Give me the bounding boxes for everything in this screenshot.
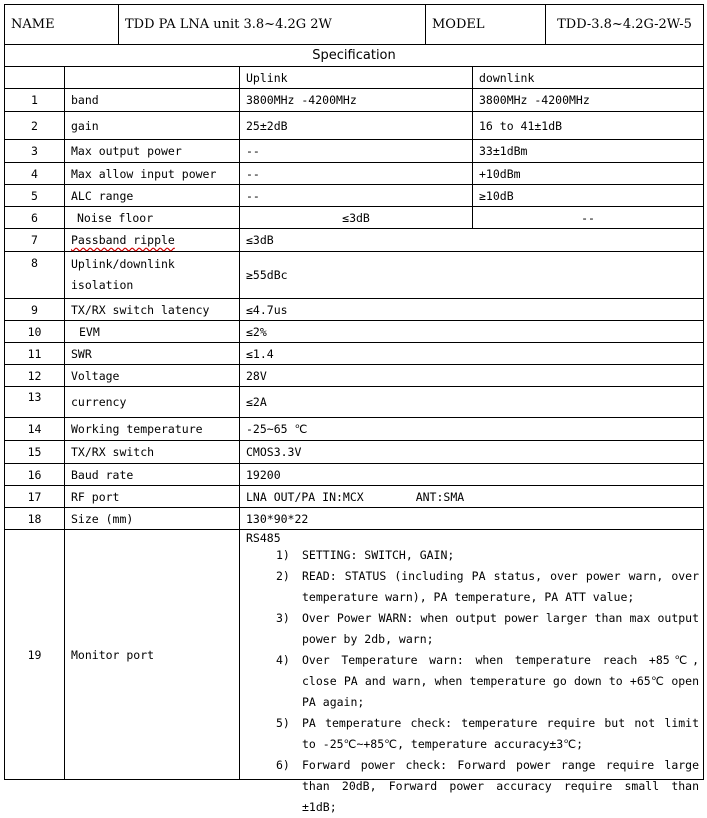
column-item — [65, 67, 240, 89]
row-number: 17 — [5, 486, 65, 508]
row-number: 3 — [5, 140, 65, 163]
table-row — [5, 343, 704, 365]
row-uplink: 3800MHz -4200MHz — [240, 89, 473, 112]
row-number: 8 — [5, 252, 65, 299]
table-row — [5, 321, 704, 343]
list-item: 5) PA temperature check: temperature require but not limit to -25℃~+85℃, temperature accuracy±3℃; — [276, 716, 700, 751]
row-item — [65, 229, 240, 252]
row-value: 28V — [240, 365, 704, 387]
row-value: ≤1.4 — [240, 343, 704, 365]
table-row — [5, 464, 704, 486]
row-number: 14 — [5, 418, 65, 441]
row-value: ≤2A — [240, 387, 704, 418]
row-number: 10 — [5, 321, 65, 343]
row-downlink: -- — [473, 207, 704, 229]
row-number: 11 — [5, 343, 65, 365]
row-item: Working temperature — [65, 418, 240, 441]
row-uplink: -- — [240, 163, 473, 185]
row-downlink: 33±1dBm — [473, 140, 704, 163]
table-row — [5, 508, 704, 530]
row-item: Monitor port — [65, 530, 240, 780]
row-number: 4 — [5, 163, 65, 185]
row-item: ALC range — [65, 185, 240, 207]
row-item: Noise floor — [65, 207, 240, 229]
row-item: Max allow input power — [65, 163, 240, 185]
table-row — [5, 418, 704, 441]
row-item: EVM — [65, 321, 240, 343]
row-item: Size (mm) — [65, 508, 240, 530]
table-row — [5, 163, 704, 185]
row-uplink: -- — [240, 185, 473, 207]
row-downlink: 3800MHz -4200MHz — [473, 89, 704, 112]
table-row — [5, 112, 704, 140]
row-downlink: 16 to 41±1dB — [473, 112, 704, 140]
row-item: Uplink/downlink isolation — [65, 252, 240, 299]
table-row — [5, 387, 704, 418]
model-value: TDD-3.8~4.2G-2W-5 — [546, 5, 704, 45]
table-row — [5, 299, 704, 321]
table-row — [5, 207, 704, 229]
row-uplink: ≤3dB — [240, 207, 473, 229]
table-row — [5, 140, 704, 163]
row-number: 18 — [5, 508, 65, 530]
monitor-port-detail — [240, 530, 704, 814]
row-number: 15 — [5, 441, 65, 464]
table-row — [5, 486, 704, 508]
rf-port-lna: LNA OUT/PA IN:MCX — [246, 489, 364, 504]
model-label: MODEL — [426, 5, 546, 45]
row-uplink: -- — [240, 140, 473, 163]
row-number: 7 — [5, 229, 65, 252]
row-value: ≤4.7us — [240, 299, 704, 321]
row-item: currency — [65, 387, 240, 418]
row-item: SWR — [65, 343, 240, 365]
row-number: 2 — [5, 112, 65, 140]
table-row — [5, 185, 704, 207]
table-row — [5, 365, 704, 387]
list-item: 4) Over Temperature warn: when temperature reach +85℃, close PA and warn, when temperature go down to +65℃ open PA again; — [276, 653, 700, 709]
row-number: 16 — [5, 464, 65, 486]
row-number: 1 — [5, 89, 65, 112]
list-item: 2) READ: STATUS (including PA status, over power warn, over temperature warn), PA temperature, PA ATT value; — [276, 569, 700, 604]
table-row — [5, 530, 704, 780]
row-value: 19200 — [240, 464, 704, 486]
table-row — [5, 252, 704, 299]
row-value: -25~65 ℃ — [240, 418, 704, 441]
spec-title: Specification — [5, 45, 704, 67]
list-item: 3) Over Power WARN: when output power larger than max output power by 2db, warn; — [276, 611, 700, 646]
row-item: Voltage — [65, 365, 240, 387]
row-item: Baud rate — [65, 464, 240, 486]
row-item: gain — [65, 112, 240, 140]
column-uplink: Uplink — [240, 67, 473, 89]
row-number: 12 — [5, 365, 65, 387]
row-downlink: +10dBm — [473, 163, 704, 185]
monitor-heading: RS485 — [246, 531, 281, 545]
list-item: 1) SETTING: SWITCH, GAIN; — [276, 548, 455, 562]
row-number: 5 — [5, 185, 65, 207]
row-item: band — [65, 89, 240, 112]
spec-sheet — [4, 4, 703, 814]
row-item: RF port — [65, 486, 240, 508]
row-downlink: ≥10dB — [473, 185, 704, 207]
row-value: 130*90*22 — [240, 508, 704, 530]
row-value: ≥55dBc — [240, 252, 704, 299]
table-row — [5, 441, 704, 464]
row-item: Max output power — [65, 140, 240, 163]
column-no — [5, 67, 65, 89]
row-number: 19 — [5, 530, 65, 780]
row-value: ≤2% — [240, 321, 704, 343]
row-uplink: 25±2dB — [240, 112, 473, 140]
row-value: ≤3dB — [240, 229, 704, 252]
row-value — [240, 486, 704, 508]
header-table — [4, 4, 704, 45]
spec-table — [4, 44, 704, 814]
row-item: TX/RX switch latency — [65, 299, 240, 321]
rf-port-ant: ANT:SMA — [415, 489, 465, 504]
row-value: CMOS3.3V — [240, 441, 704, 464]
row-number: 9 — [5, 299, 65, 321]
row-item: TX/RX switch — [65, 441, 240, 464]
name-label: NAME — [5, 5, 119, 45]
column-downlink: downlink — [473, 67, 704, 89]
table-row — [5, 229, 704, 252]
row-number: 13 — [5, 387, 65, 418]
row-number: 6 — [5, 207, 65, 229]
list-item: 6) Forward power check: Forward power range require large than 20dB, Forward power accuracy require small than ±1dB; — [276, 758, 700, 814]
row-item-text: Passband ripple — [71, 233, 175, 247]
table-row — [5, 89, 704, 112]
name-value: TDD PA LNA unit 3.8~4.2G 2W — [119, 5, 426, 45]
